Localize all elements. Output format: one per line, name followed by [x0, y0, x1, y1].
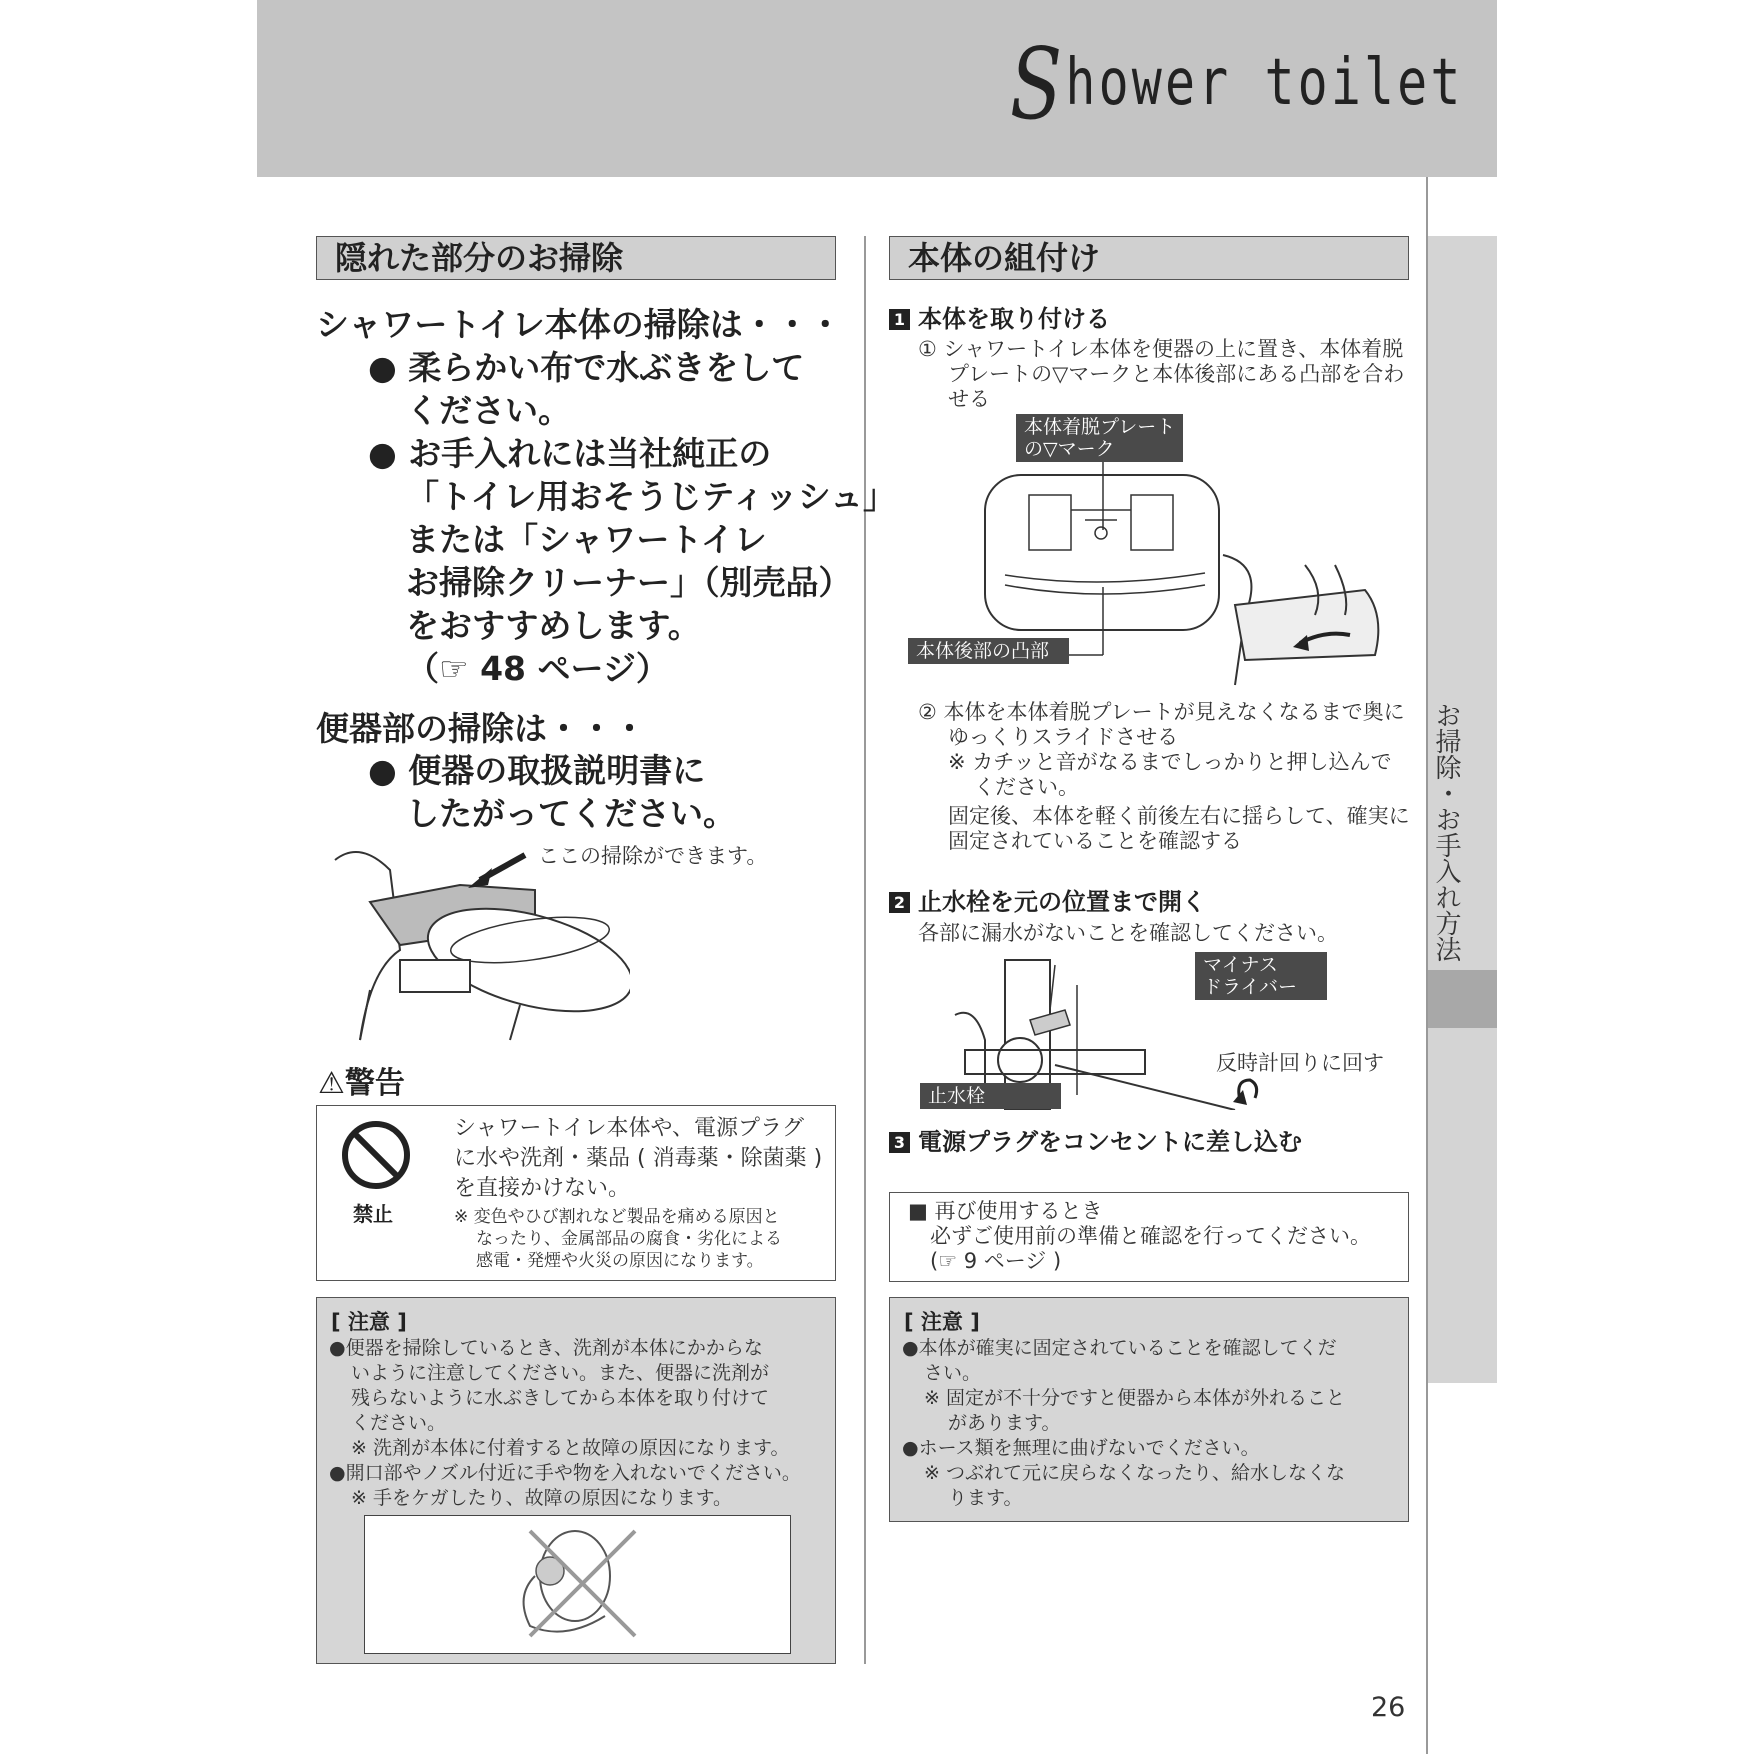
- step2-number: 2: [889, 892, 910, 913]
- bullet-1: ● 柔らかい布で水ぶきをして ください。: [368, 348, 805, 430]
- caution-text: ●便器を掃除しているとき、洗剤が本体にかからな いように注意してください。また、便器に洗剤が 残らないように水ぶきしてから本体を取り付けて ください。 ※ 洗剤が本体に付着すると故障の原因になります。 ●開口部やノズル付近に手や物を入れないでください。 ※ 手をケガしたり、故障の原因になります。: [329, 1337, 801, 1509]
- step3-heading: 3 電源プラグをコンセントに差し込む: [889, 1127, 1302, 1157]
- reuse-box: ■ 再び使用するとき 必ずご使用前の準備と確認を行ってください。 (☞ 9 ページ ): [889, 1192, 1409, 1282]
- warning-triangle-icon: ⚠: [318, 1066, 345, 1101]
- step2-heading: 2 止水栓を元の位置まで開く: [889, 887, 1206, 917]
- bowl-heading: 便器部の掃除は・・・: [316, 709, 646, 748]
- step1-heading: 1 本体を取り付ける: [889, 304, 1110, 334]
- warning-heading: ⚠警告: [318, 1066, 405, 1101]
- tag-plate-mark: 本体着脱プレート の▽マーク: [1016, 414, 1183, 462]
- body-heading: シャワートイレ本体の掃除は・・・: [316, 305, 842, 344]
- step3-number: 3: [889, 1132, 910, 1153]
- prohibition-icon: [341, 1120, 411, 1190]
- tag-stop-valve: 止水栓: [920, 1083, 1061, 1109]
- illustration-caption: ここの掃除ができます。: [538, 844, 768, 868]
- caution-text: ●本体が確実に固定されていることを確認してくだ さい。 ※ 固定が不十分ですと便器から本体が外れること があります。 ●ホース類を無理に曲げないでください。 ※ つぶれて元に戻らなくなったり、給水しなくな ります。: [902, 1337, 1345, 1509]
- page-number: 26: [1371, 1692, 1406, 1723]
- step1-number: 1: [889, 309, 910, 330]
- brand-logo: Shower toilet: [1010, 28, 1464, 142]
- side-tab-marker: [1428, 970, 1497, 1028]
- step1-sub1: ① シャワートイレ本体を便器の上に置き、本体着脱 プレートの▽マークと本体後部にある凸部を合わ せる: [918, 337, 1405, 411]
- warning-text: シャワートイレ本体や、電源プラグ に水や洗剤・薬品 ( 消毒薬・除菌薬 ) を直接かけない。: [454, 1116, 823, 1201]
- bullet-2: ● お手入れには当社純正の 「トイレ用おそうじティッシュ」 または「シャワートイレ お掃除クリーナー」（別売品） をおすすめします。 （☞ 48 ページ）: [368, 434, 897, 688]
- caution-box-right: [889, 1297, 1409, 1522]
- step2-desc: 各部に漏水がないことを確認してください。: [918, 921, 1338, 945]
- tag-rear-protrusion: 本体後部の凸部: [908, 638, 1069, 664]
- warning-box: [316, 1105, 836, 1281]
- caution-title: [ 注意 ]: [331, 1310, 407, 1334]
- left-section-title: 隠れた部分のお掃除: [316, 236, 836, 280]
- right-section-title: 本体の組付け: [889, 236, 1409, 280]
- side-tab-label: お掃除・お手入れ方法: [1431, 702, 1461, 962]
- caution-illustration: [364, 1515, 791, 1654]
- caution-title: [ 注意 ]: [904, 1310, 980, 1334]
- prohibition-label: 禁止: [353, 1202, 393, 1226]
- caution-box-left: [316, 1297, 836, 1664]
- step1-sub2: ② 本体を本体着脱プレートが見えなくなるまで奥に ゆっくりスライドさせる ※ カチッと音がなるまでしっかりと押し込んで ください。 固定後、本体を軽く前後左右に揺らして、確実に 固定されていることを確認する: [918, 700, 1410, 853]
- warning-notes: ※ 変色やひび割れなど製品を痛める原因と なったり、金属部品の腐食・劣化による 感電・発煙や火災の原因になります。: [454, 1207, 782, 1271]
- bullet-3: ● 便器の取扱説明書に したがってください。: [368, 751, 736, 833]
- tag-screwdriver: マイナス ドライバー: [1195, 952, 1327, 1000]
- rotate-label: 反時計回りに回す: [1216, 1051, 1384, 1075]
